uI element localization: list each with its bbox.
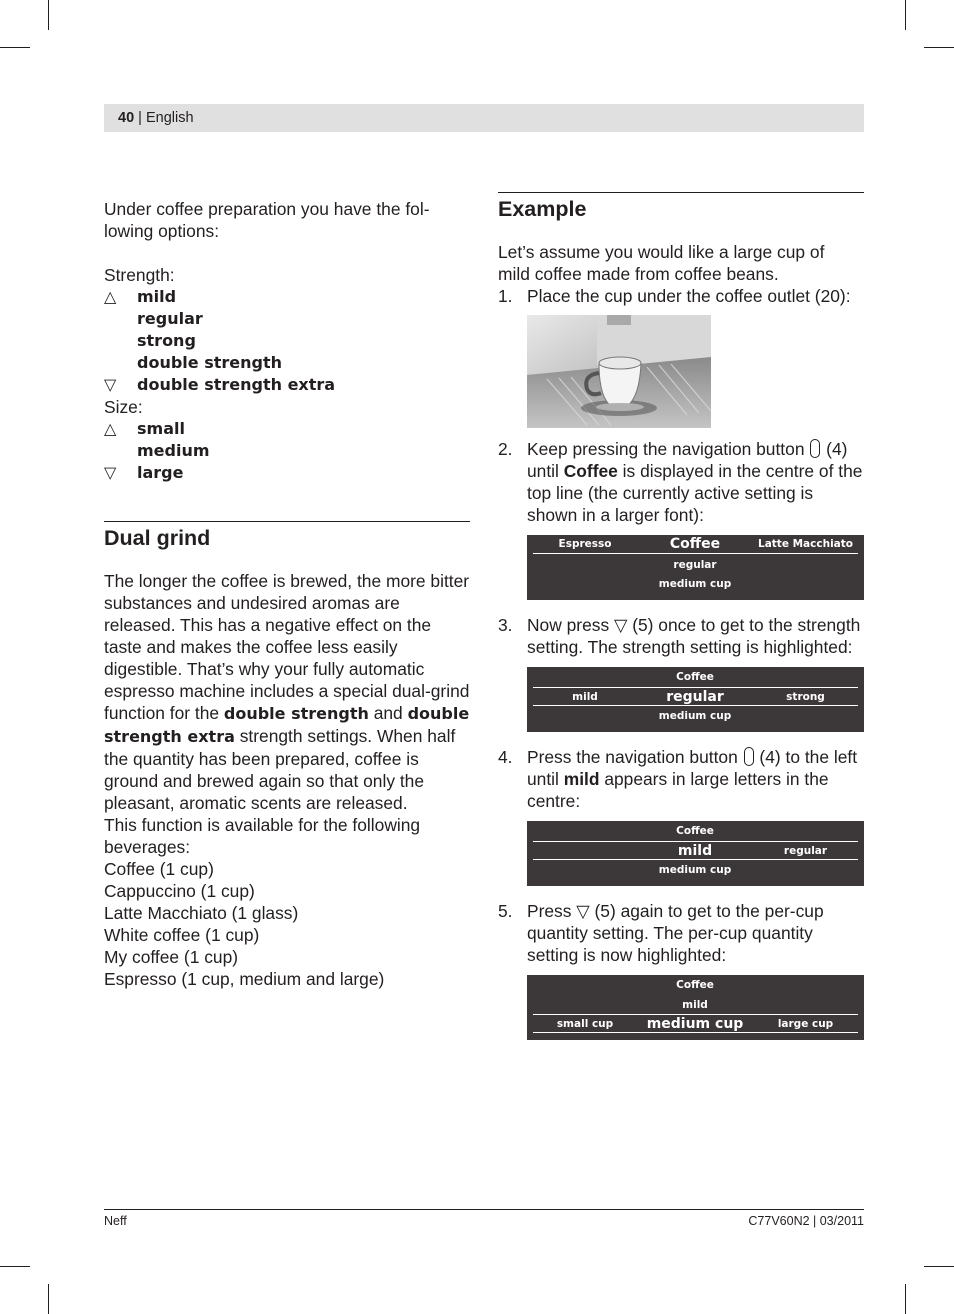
strength-option: double strength (137, 353, 282, 372)
right-column (498, 192, 864, 1040)
display-item: Latte Macchiato (758, 538, 853, 550)
display-item: large cup (777, 1018, 834, 1030)
crop-mark (48, 1284, 49, 1314)
display-item: medium cup (658, 710, 732, 722)
beverage-item: Espresso (1 cup, medium and large) (104, 969, 385, 989)
step-2: 2. Keep pressing the navigation button (4) until Coffee is displayed in the centre of the top line (the currently active setting is shown in a larger font): (498, 439, 863, 525)
left-column (104, 198, 470, 990)
display-row (533, 575, 858, 594)
section-divider (104, 521, 470, 522)
display-item: small cup (556, 1018, 614, 1030)
coffee-cup-photo (527, 315, 711, 428)
display-item: Coffee (676, 671, 714, 683)
strength-label: Strength: (104, 265, 175, 285)
example-heading: Example (498, 197, 587, 221)
footer-brand: Neff (104, 1214, 127, 1228)
display-row (533, 535, 858, 554)
display-screen-4 (527, 975, 864, 1040)
triangle-down-icon: ▽ (613, 615, 628, 635)
beverages-intro: This function is available for the following beverages: (104, 815, 421, 857)
display-row (533, 556, 858, 575)
display-row (533, 668, 858, 687)
display-screen-3 (527, 821, 864, 886)
display-screen-1 (527, 535, 864, 600)
crop-mark (0, 47, 30, 48)
display-item: medium cup (658, 578, 732, 590)
section-divider (498, 192, 864, 193)
strength-option: ▽ double strength extra (104, 375, 336, 394)
display-row (533, 687, 858, 706)
step-4: 4. Press the navigation button (4) to the left until mild appears in large letters in the centre: (498, 747, 858, 811)
crop-mark (905, 0, 906, 30)
footer-model-date: C77V60N2 | 03/2011 (748, 1214, 864, 1228)
display-item-active: mild (677, 843, 713, 859)
header-separator: | (134, 110, 146, 126)
display-screen-2 (527, 667, 864, 732)
display-item: regular (673, 559, 717, 571)
beverage-item: Coffee (1 cup) (104, 859, 214, 879)
size-option: medium (137, 441, 210, 460)
display-row (533, 861, 858, 880)
crop-mark (905, 1284, 906, 1314)
crop-mark (924, 47, 954, 48)
navigation-button-icon (810, 439, 820, 458)
display-item-active: Coffee (669, 536, 721, 552)
triangle-down-icon: ▽ (576, 901, 590, 921)
display-row (533, 996, 858, 1015)
crop-mark (48, 0, 49, 30)
display-item-active: regular (666, 689, 724, 705)
triangle-down-icon: ▽ (104, 463, 117, 482)
display-row (533, 707, 858, 726)
display-item-active: medium cup (646, 1016, 744, 1032)
header-language: English (145, 110, 194, 126)
triangle-up-icon: △ (104, 287, 117, 306)
display-item: mild (572, 691, 598, 703)
page-header (104, 104, 864, 132)
display-item: strong (786, 691, 825, 703)
step-1: 1. Place the cup under the coffee outlet (20): (498, 286, 851, 306)
display-row (533, 822, 858, 841)
crop-mark (924, 1266, 954, 1267)
display-item: regular (783, 845, 828, 857)
strength-option: regular (137, 309, 203, 328)
strength-option: strong (137, 331, 196, 350)
dual-grind-paragraph: The longer the coffee is brewed, the more bitter substances and undesired aromas are released. This has a negative effect on the taste and makes the coffee less easily digestible. That’s why your fully automatic espresso machine includes a special dual-grind function for the double strength and double strength extra strength settings. When half the quantity has been prepared, coffee is ground and brewed again so that only the pleasant, aromatic scents are released. (104, 571, 470, 813)
display-item: Espresso (558, 538, 612, 550)
beverage-item: Cappuccino (1 cup) (104, 881, 255, 901)
triangle-down-icon: ▽ (104, 375, 117, 394)
size-option: ▽ large (104, 463, 184, 482)
display-item: medium cup (658, 864, 732, 876)
footer-divider (104, 1209, 864, 1210)
crop-mark (0, 1266, 30, 1267)
display-row (533, 841, 858, 860)
coffee-cup-illustration (527, 315, 711, 428)
intro-text: Under coffee preparation you have the fol-lowing options: (104, 199, 430, 241)
display-row (533, 976, 858, 995)
size-label: Size: (104, 397, 143, 417)
page-number: 40 (118, 110, 135, 126)
beverage-item: Latte Macchiato (1 glass) (104, 903, 299, 923)
display-item: mild (682, 999, 708, 1011)
beverage-item: My coffee (1 cup) (104, 947, 239, 967)
navigation-button-icon (744, 747, 754, 766)
dual-grind-heading: Dual grind (104, 526, 211, 550)
strength-option: △ mild (104, 287, 177, 306)
beverage-item: White coffee (1 cup) (104, 925, 260, 945)
step-3: 3. Now press ▽ (5) once to get to the strength setting. The strength setting is highlighted: (498, 615, 861, 657)
example-intro: Let’s assume you would like a large cup of mild coffee made from coffee beans. (498, 242, 825, 284)
display-item: Coffee (676, 979, 714, 991)
triangle-up-icon: △ (104, 419, 117, 438)
display-row (533, 1014, 858, 1033)
step-5: 5. Press ▽ (5) again to get to the per-cup quantity setting. The per-cup quantity setting is now highlighted: (498, 901, 824, 965)
size-option: △ small (104, 419, 185, 438)
display-item: Coffee (676, 825, 714, 837)
